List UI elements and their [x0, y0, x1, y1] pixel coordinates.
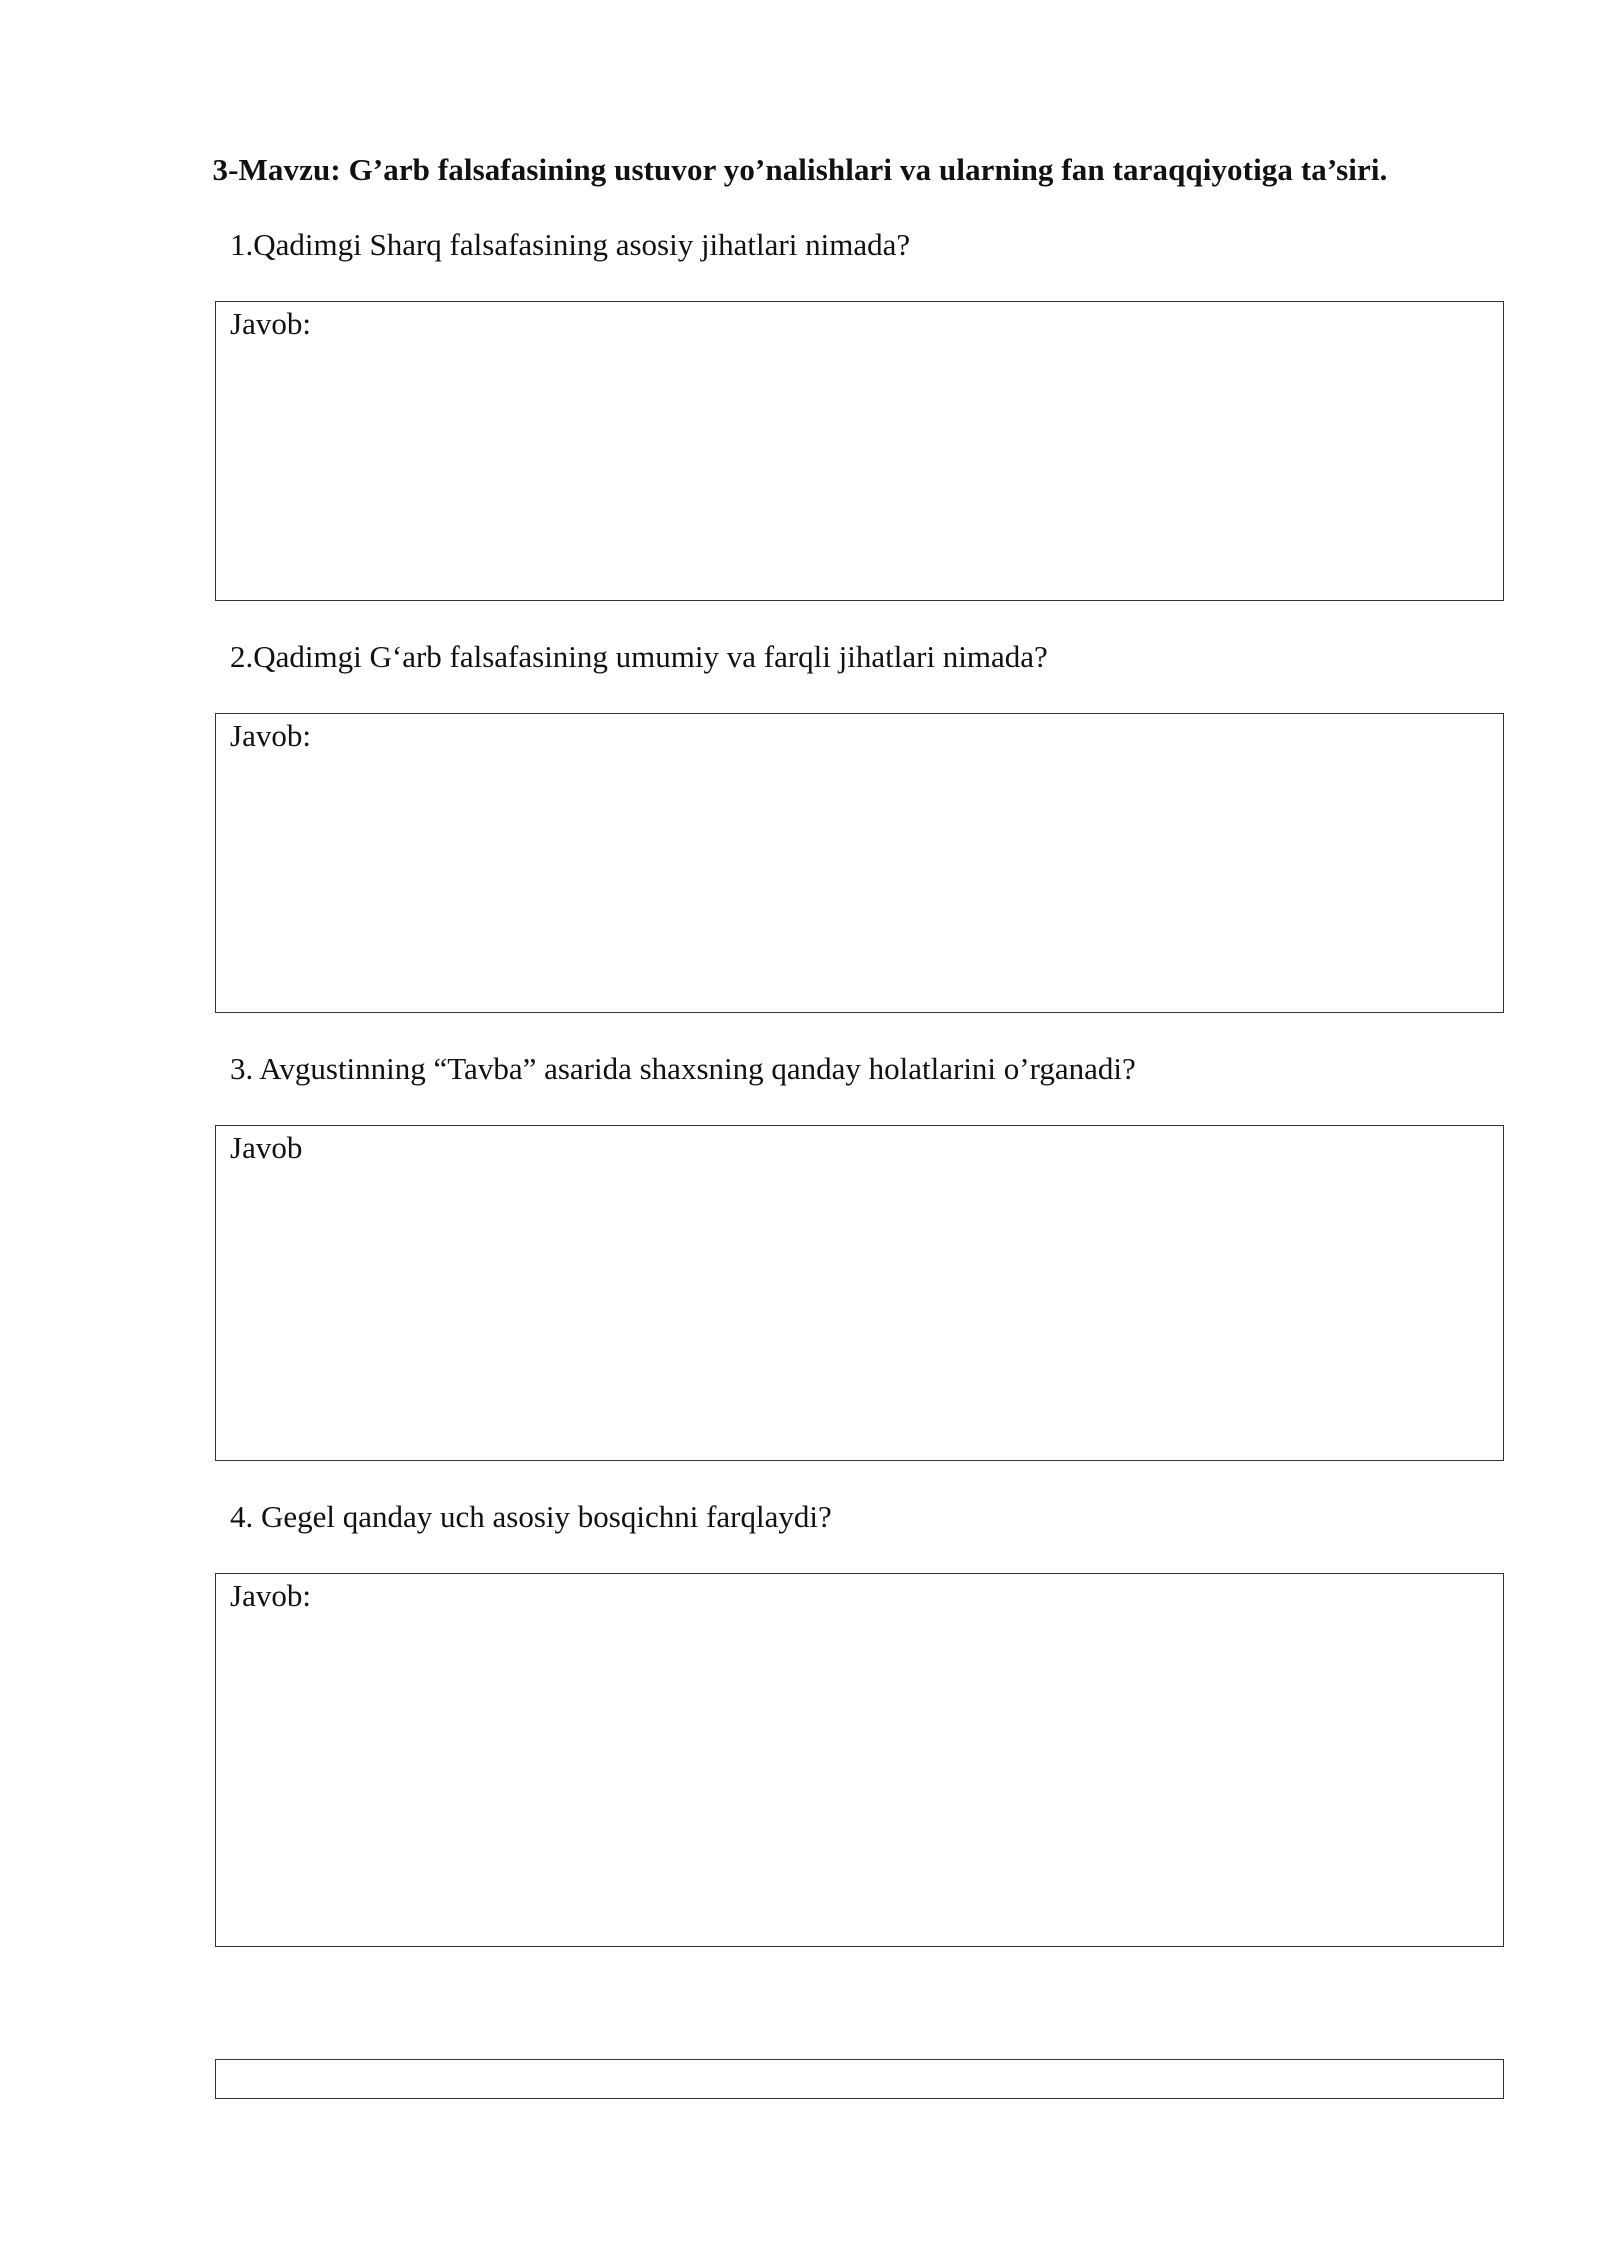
answer-box-2[interactable]	[215, 713, 1504, 1013]
answer-label: Javob:	[230, 718, 311, 753]
question-2: 2.Qadimgi G‘arb falsafasining umumiy va farqli jihatlari nimada?	[230, 639, 1048, 674]
empty-box[interactable]	[215, 2059, 1504, 2099]
answer-label: Javob:	[230, 306, 311, 341]
question-1: 1.Qadimgi Sharq falsafasining asosiy jihatlari nimada?	[230, 227, 911, 262]
question-3: 3. Avgustinning “Tavba” asarida shaxsning qanday holatlarini o’rganadi?	[230, 1051, 1136, 1086]
answer-label: Javob:	[230, 1578, 311, 1613]
question-4: 4. Gegel qanday uch asosiy bosqichni farqlaydi?	[230, 1499, 832, 1534]
answer-label: Javob	[230, 1130, 303, 1165]
answer-box-4[interactable]	[215, 1573, 1504, 1947]
answer-box-1[interactable]	[215, 301, 1504, 601]
page-title: 3-Mavzu: G’arb falsafasining ustuvor yo’nalishlari va ularning fan taraqqiyotiga ta’siri.	[212, 152, 1388, 187]
answer-box-3[interactable]	[215, 1125, 1504, 1461]
